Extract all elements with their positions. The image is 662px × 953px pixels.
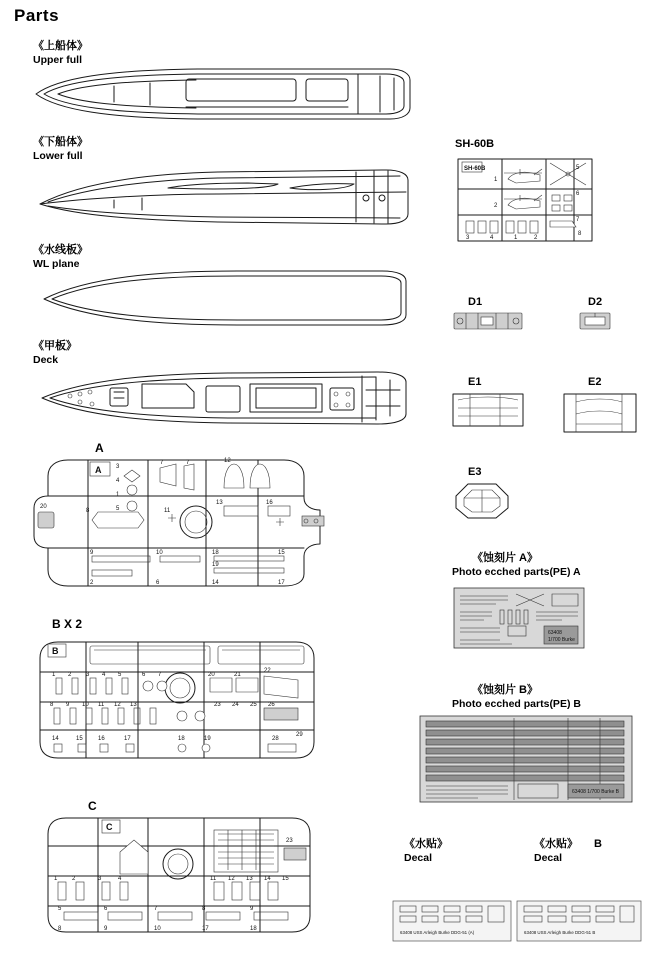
svg-text:1/700 Burke: 1/700 Burke [548,637,575,643]
svg-text:10: 10 [154,926,161,932]
deck-drawing [18,360,418,436]
page-title: Parts [14,6,60,25]
svg-text:15: 15 [282,876,289,882]
svg-text:3: 3 [116,464,120,470]
svg-text:26: 26 [268,702,275,708]
svg-text:17: 17 [202,926,209,932]
sprue-c-label: C [88,799,97,813]
svg-text:15: 15 [76,736,83,742]
svg-text:A: A [95,465,102,475]
part-d1-label: D1 [468,296,483,308]
svg-text:8: 8 [50,702,54,708]
svg-text:17: 17 [124,736,131,742]
svg-text:23: 23 [286,838,293,844]
svg-text:2: 2 [72,876,76,882]
svg-text:C: C [106,822,113,832]
svg-text:7: 7 [576,217,580,223]
sh60b-sprue-drawing [450,155,600,247]
pe-a-label-cn: 《蚀刻片 A》 [472,552,538,564]
lower-hull-label-en: Lower full [33,150,83,162]
svg-text:3: 3 [466,235,470,241]
svg-text:14: 14 [52,736,59,742]
svg-text:2: 2 [90,580,94,586]
svg-text:16: 16 [266,500,273,506]
svg-text:9: 9 [104,926,108,932]
svg-text:6: 6 [104,906,108,912]
svg-text:1: 1 [54,876,58,882]
svg-text:4: 4 [490,235,494,241]
svg-text:12: 12 [228,876,235,882]
svg-text:7: 7 [186,460,190,466]
part-e1-label: E1 [468,376,482,388]
decal-b-suffix: B [594,838,602,850]
svg-text:23: 23 [214,702,221,708]
svg-text:8: 8 [578,231,582,237]
svg-text:6: 6 [156,580,160,586]
part-e2-label: E2 [588,376,602,388]
part-d1-drawing [452,310,524,332]
upper-hull-label-cn: 《上船体》 [33,40,88,52]
pe-a-label-en: Photo ecched parts(PE) A [452,566,581,578]
part-e3-drawing [452,480,512,522]
upper-hull-label-en: Upper full [33,54,82,66]
pe-b-fret-drawing [418,714,634,804]
svg-text:63408 USS Arleigh Burke DDG-51: 63408 USS Arleigh Burke DDG-51 (A) [400,930,475,935]
svg-text:19: 19 [212,562,219,568]
svg-text:25: 25 [250,702,257,708]
svg-text:18: 18 [212,550,219,556]
sprue-c-drawing [28,812,328,940]
wl-plane-label-en: WL plane [33,258,80,270]
sprue-b-drawing [28,636,328,764]
decal-b-label-en: Decal [534,852,563,864]
sprue-a-drawing [28,452,328,592]
svg-text:22: 22 [264,668,271,674]
svg-text:3: 3 [86,672,90,678]
deck-label-en: Deck [33,354,59,366]
svg-text:2: 2 [68,672,72,678]
svg-text:SH-60B: SH-60B [464,166,486,172]
svg-text:8: 8 [58,926,62,932]
part-d2-label: D2 [588,296,603,308]
svg-text:2: 2 [494,203,498,209]
svg-text:6: 6 [576,191,580,197]
pe-b-label-cn: 《蚀刻片 B》 [472,684,538,696]
upper-hull-drawing [18,60,418,128]
svg-text:9: 9 [90,550,94,556]
svg-text:4: 4 [116,478,120,484]
svg-text:1: 1 [52,672,56,678]
svg-text:20: 20 [208,672,215,678]
svg-text:7: 7 [154,906,158,912]
svg-text:18: 18 [178,736,185,742]
sprue-a-label: A [95,441,104,455]
svg-text:9: 9 [66,702,70,708]
svg-text:63408 1/700 Burke B: 63408 1/700 Burke B [572,789,619,795]
part-d2-drawing [578,310,612,332]
svg-text:13: 13 [246,876,253,882]
svg-text:10: 10 [82,702,89,708]
sh60b-label: SH-60B [455,138,495,150]
svg-text:12: 12 [114,702,121,708]
svg-text:1: 1 [116,492,120,498]
decal-a-label-cn: 《水贴》 [404,838,448,850]
svg-text:16: 16 [98,736,105,742]
svg-text:19: 19 [204,736,211,742]
sprue-b-label: B X 2 [52,617,83,631]
wl-plane-drawing [18,265,418,333]
svg-text:28: 28 [272,736,279,742]
svg-text:11: 11 [164,508,171,514]
svg-text:14: 14 [212,580,219,586]
deck-label-cn: 《甲板》 [33,340,77,352]
svg-text:15: 15 [278,550,285,556]
svg-text:4: 4 [102,672,106,678]
svg-text:18: 18 [250,926,257,932]
svg-text:21: 21 [234,672,241,678]
decal-sheet-b-drawing [516,900,642,942]
svg-text:4: 4 [118,876,122,882]
decal-b-label-cn: 《水贴》 [534,838,578,850]
svg-text:6: 6 [142,672,146,678]
part-e1-drawing [450,390,526,430]
svg-text:1: 1 [494,177,498,183]
decal-sheet-a-drawing [392,900,512,942]
svg-text:3: 3 [98,876,102,882]
decal-a-label-en: Decal [404,852,433,864]
svg-text:B: B [52,646,59,656]
svg-text:11: 11 [210,876,217,882]
lower-hull-label-cn: 《下船体》 [33,136,88,148]
svg-text:20: 20 [40,504,47,510]
svg-text:14: 14 [264,876,271,882]
svg-text:5: 5 [576,165,580,171]
svg-text:10: 10 [156,550,163,556]
svg-text:63408 USS Arleigh Burke DDG-51: 63408 USS Arleigh Burke DDG-51 B [524,930,596,935]
pe-a-fret-drawing [452,586,586,650]
svg-text:1: 1 [514,235,518,241]
part-e2-drawing [560,390,640,436]
wl-plane-label-cn: 《水线板》 [33,244,88,256]
svg-text:2: 2 [534,235,538,241]
svg-text:8: 8 [202,906,206,912]
svg-text:12: 12 [224,458,231,464]
svg-text:5: 5 [58,906,62,912]
svg-text:17: 17 [278,580,285,586]
svg-text:5: 5 [118,672,122,678]
svg-text:13: 13 [216,500,223,506]
pe-b-label-en: Photo ecched parts(PE) B [452,698,581,710]
svg-text:24: 24 [232,702,239,708]
svg-text:7: 7 [160,460,164,466]
svg-text:29: 29 [296,732,303,738]
svg-text:5: 5 [116,506,120,512]
svg-text:63408: 63408 [548,630,562,636]
svg-text:7: 7 [158,672,162,678]
svg-text:9: 9 [250,906,254,912]
svg-text:8: 8 [86,508,90,514]
svg-text:13: 13 [130,702,137,708]
svg-text:11: 11 [98,702,105,708]
part-e3-label: E3 [468,466,482,478]
lower-hull-drawing [18,158,418,238]
